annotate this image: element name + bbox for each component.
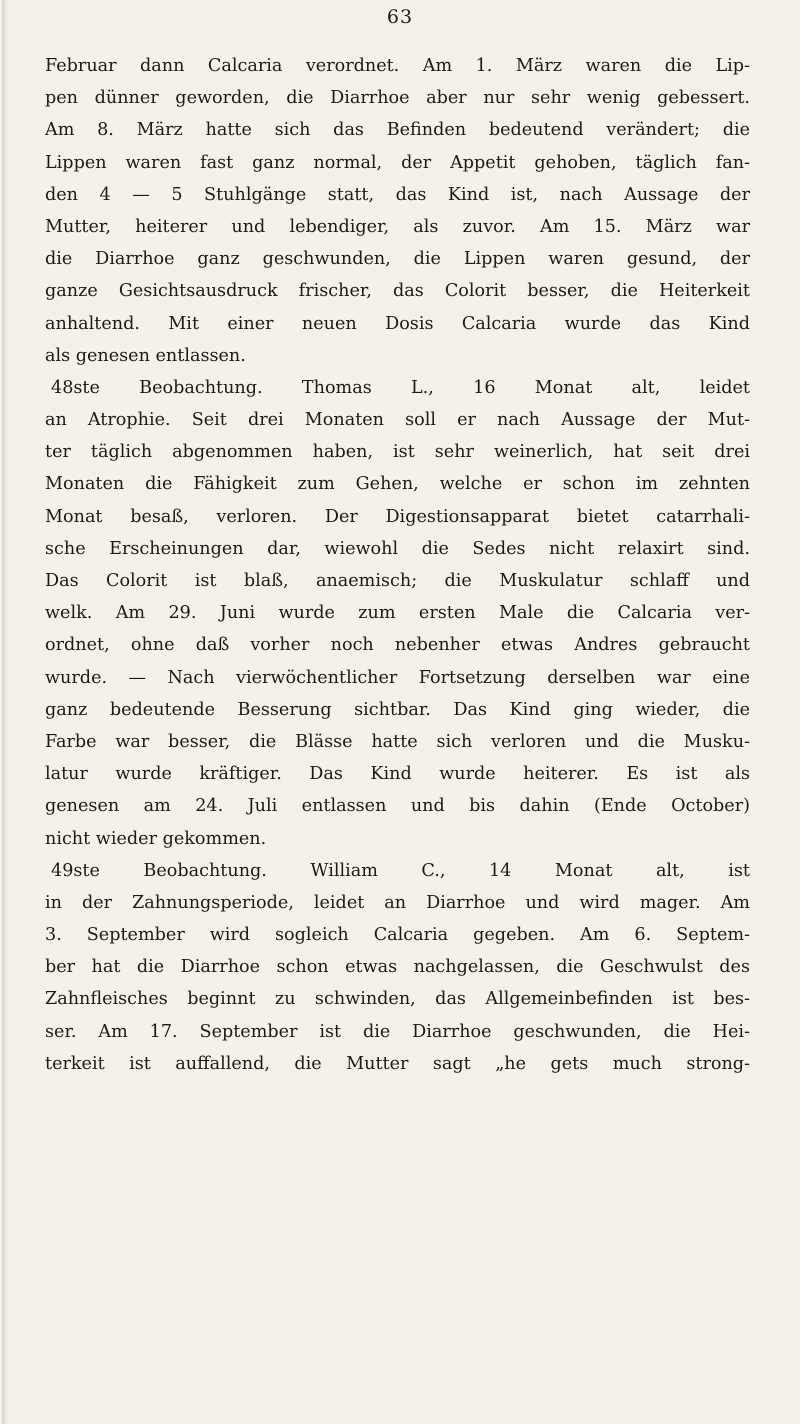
text-line: Februar dann Calcaria verordnet. Am 1. März waren die Lip- xyxy=(45,56,750,76)
text-line: pen dünner geworden, die Diarrhoe aber nur sehr wenig gebessert. xyxy=(45,88,750,109)
text-line: 49ste Beobachtung. William C., 14 Monat alt, ist xyxy=(51,860,750,881)
text-line: Zahnfleisches beginnt zu schwinden, das Allgemeinbefinden ist bes- xyxy=(45,989,750,1010)
text-line: nicht wieder gekommen. xyxy=(45,828,267,849)
text-line: Monaten die Fähigkeit zum Gehen, welche er schon im zehnten xyxy=(45,474,750,495)
text-line: in der Zahnungsperiode, leidet an Diarrhoe und wird mager. Am xyxy=(45,892,750,913)
text-line: ordnet, ohne daß vorher noch nebenher etwas Andres gebraucht xyxy=(45,635,750,656)
text-line: 48ste Beobachtung. Thomas L., 16 Monat alt, leidet xyxy=(51,377,750,398)
text-line: sche Erscheinungen dar, wiewohl die Sedes nicht relaxirt sind. xyxy=(45,538,750,559)
text-line: Farbe war besser, die Blässe hatte sich verloren und die Musku- xyxy=(45,731,750,752)
text-line: anhaltend. Mit einer neuen Dosis Calcaria wurde das Kind xyxy=(45,313,750,334)
page-gutter-shadow xyxy=(2,0,8,1424)
page-number: 63 xyxy=(386,6,414,28)
text-line: Lippen waren fast ganz normal, der Appetit gehoben, täglich fan- xyxy=(45,152,750,173)
text-line: welk. Am 29. Juni wurde zum ersten Male die Calcaria ver- xyxy=(45,603,750,624)
body-text xyxy=(45,50,750,1080)
text-line: ganze Gesichtsausdruck frischer, das Colorit besser, die Heiterkeit xyxy=(45,281,750,302)
text-line: Das Colorit ist blaß, anaemisch; die Muskulatur schlaff und xyxy=(45,571,750,591)
text-line: Am 8. März hatte sich das Befinden bedeutend verändert; die xyxy=(45,120,750,141)
text-line: latur wurde kräftiger. Das Kind wurde heiterer. Es ist als xyxy=(45,764,750,785)
text-line: ser. Am 17. September ist die Diarrhoe geschwunden, die Hei- xyxy=(45,1021,750,1042)
text-line: ter täglich abgenommen haben, ist sehr weinerlich, hat seit drei xyxy=(45,442,750,463)
text-line: genesen am 24. Juli entlassen und bis dahin (Ende October) xyxy=(45,796,750,817)
text-line: die Diarrhoe ganz geschwunden, die Lippen waren gesund, der xyxy=(45,249,750,270)
text-line: ganz bedeutende Besserung sichtbar. Das Kind ging wieder, die xyxy=(45,699,750,720)
text-line: Mutter, heiterer und lebendiger, als zuvor. Am 15. März war xyxy=(45,216,750,237)
text-line: den 4 — 5 Stuhlgänge statt, das Kind ist, nach Aussage der xyxy=(45,184,750,205)
text-line: 3. September wird sogleich Calcaria gegeben. Am 6. Septem- xyxy=(45,925,750,946)
text-line: an Atrophie. Seit drei Monaten soll er nach Aussage der Mut- xyxy=(45,410,750,431)
text-line: Monat besaß, verloren. Der Digestionsapparat bietet catarrhali- xyxy=(45,506,750,527)
text-line: als genesen entlassen. xyxy=(45,345,246,366)
text-line: wurde. — Nach vierwöchentlicher Fortsetzung derselben war eine xyxy=(45,667,750,688)
text-line: terkeit ist auffallend, die Mutter sagt „he gets much strong- xyxy=(45,1053,750,1074)
text-line: ber hat die Diarrhoe schon etwas nachgelassen, die Geschwulst des xyxy=(45,957,750,978)
